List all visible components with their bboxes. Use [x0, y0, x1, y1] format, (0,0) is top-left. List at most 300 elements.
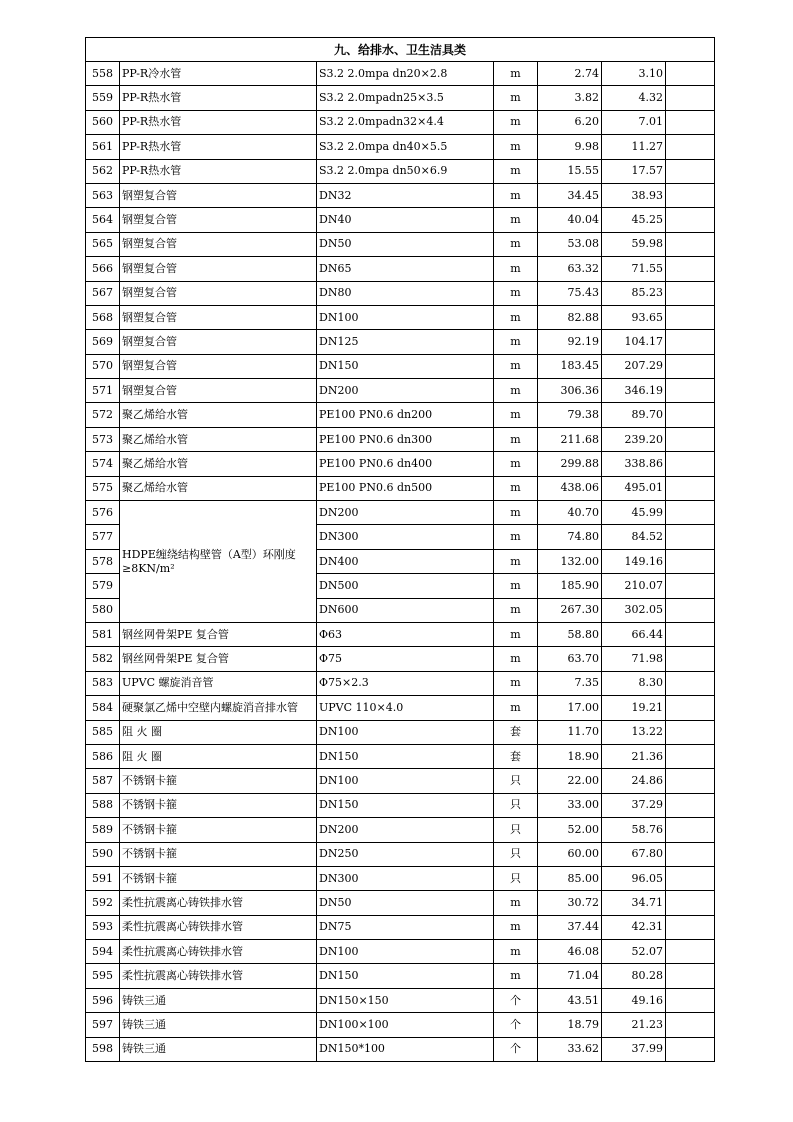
item-name: 钢丝网骨架PE 复合管 — [120, 647, 317, 671]
item-name: 钢塑复合管 — [120, 257, 317, 281]
blank-cell — [666, 769, 715, 793]
blank-cell — [666, 598, 715, 622]
price-1: 43.51 — [538, 988, 602, 1012]
item-name: 钢塑复合管 — [120, 354, 317, 378]
blank-cell — [666, 574, 715, 598]
row-number: 595 — [86, 964, 120, 988]
row-number: 580 — [86, 598, 120, 622]
item-spec: DN300 — [317, 866, 494, 890]
row-number: 594 — [86, 940, 120, 964]
table-row — [86, 452, 715, 476]
price-2: 207.29 — [602, 354, 666, 378]
price-2: 495.01 — [602, 476, 666, 500]
item-spec: PE100 PN0.6 dn200 — [317, 403, 494, 427]
row-number: 562 — [86, 159, 120, 183]
item-name: 钢塑复合管 — [120, 330, 317, 354]
item-unit: 只 — [494, 793, 538, 817]
row-number: 582 — [86, 647, 120, 671]
price-1: 92.19 — [538, 330, 602, 354]
price-1: 40.70 — [538, 501, 602, 525]
price-1: 60.00 — [538, 842, 602, 866]
table-row — [86, 183, 715, 207]
blank-cell — [666, 891, 715, 915]
table-row — [86, 403, 715, 427]
blank-cell — [666, 1013, 715, 1037]
table-row — [86, 1013, 715, 1037]
table-row — [86, 110, 715, 134]
price-2: 37.29 — [602, 793, 666, 817]
blank-cell — [666, 135, 715, 159]
price-2: 96.05 — [602, 866, 666, 890]
table-row — [86, 964, 715, 988]
blank-cell — [666, 305, 715, 329]
item-spec: DN300 — [317, 525, 494, 549]
price-2: 4.32 — [602, 86, 666, 110]
price-1: 15.55 — [538, 159, 602, 183]
price-1: 75.43 — [538, 281, 602, 305]
price-2: 58.76 — [602, 818, 666, 842]
item-unit: m — [494, 330, 538, 354]
item-unit: m — [494, 232, 538, 256]
item-spec: S3.2 2.0mpa dn20×2.8 — [317, 62, 494, 86]
price-2: 42.31 — [602, 915, 666, 939]
price-1: 37.44 — [538, 915, 602, 939]
item-spec: DN100 — [317, 720, 494, 744]
item-spec: DN150 — [317, 793, 494, 817]
item-spec: DN65 — [317, 257, 494, 281]
price-1: 85.00 — [538, 866, 602, 890]
blank-cell — [666, 159, 715, 183]
item-spec: DN500 — [317, 574, 494, 598]
item-spec: S3.2 2.0mpa dn50×6.9 — [317, 159, 494, 183]
price-1: 299.88 — [538, 452, 602, 476]
table-row — [86, 866, 715, 890]
price-1: 9.98 — [538, 135, 602, 159]
item-spec: DN200 — [317, 501, 494, 525]
row-number: 596 — [86, 988, 120, 1012]
row-number: 564 — [86, 208, 120, 232]
blank-cell — [666, 427, 715, 451]
item-name: HDPE缠绕结构壁管（A型）环刚度≥8KN/m² — [120, 501, 317, 623]
blank-cell — [666, 452, 715, 476]
blank-cell — [666, 1037, 715, 1061]
item-spec: DN100 — [317, 769, 494, 793]
item-unit: m — [494, 891, 538, 915]
price-1: 34.45 — [538, 183, 602, 207]
blank-cell — [666, 281, 715, 305]
item-spec: DN150×150 — [317, 988, 494, 1012]
table-row — [86, 769, 715, 793]
price-1: 306.36 — [538, 379, 602, 403]
table-row — [86, 86, 715, 110]
blank-cell — [666, 62, 715, 86]
blank-cell — [666, 671, 715, 695]
item-spec: PE100 PN0.6 dn400 — [317, 452, 494, 476]
item-spec: DN150*100 — [317, 1037, 494, 1061]
item-name: 聚乙烯给水管 — [120, 403, 317, 427]
item-unit: m — [494, 598, 538, 622]
item-unit: m — [494, 159, 538, 183]
price-1: 63.32 — [538, 257, 602, 281]
price-1: 438.06 — [538, 476, 602, 500]
blank-cell — [666, 354, 715, 378]
item-name: 聚乙烯给水管 — [120, 427, 317, 451]
item-name: 钢塑复合管 — [120, 281, 317, 305]
blank-cell — [666, 647, 715, 671]
item-name: 硬聚氯乙烯中空壁内螺旋消音排水管 — [120, 696, 317, 720]
price-2: 45.99 — [602, 501, 666, 525]
price-1: 183.45 — [538, 354, 602, 378]
item-spec: DN150 — [317, 744, 494, 768]
blank-cell — [666, 915, 715, 939]
table-row — [86, 1037, 715, 1061]
price-2: 17.57 — [602, 159, 666, 183]
item-name: UPVC 螺旋消音管 — [120, 671, 317, 695]
table-row — [86, 476, 715, 500]
item-unit: m — [494, 696, 538, 720]
price-2: 85.23 — [602, 281, 666, 305]
item-spec: DN75 — [317, 915, 494, 939]
item-name: 柔性抗震离心铸铁排水管 — [120, 964, 317, 988]
row-number: 569 — [86, 330, 120, 354]
table-row — [86, 940, 715, 964]
item-unit: m — [494, 208, 538, 232]
item-name: PP-R冷水管 — [120, 62, 317, 86]
row-number: 588 — [86, 793, 120, 817]
row-number: 576 — [86, 501, 120, 525]
price-1: 11.70 — [538, 720, 602, 744]
price-1: 58.80 — [538, 622, 602, 646]
item-name: 柔性抗震离心铸铁排水管 — [120, 915, 317, 939]
item-unit: m — [494, 574, 538, 598]
item-unit: 只 — [494, 818, 538, 842]
blank-cell — [666, 208, 715, 232]
item-spec: DN100 — [317, 305, 494, 329]
price-1: 3.82 — [538, 86, 602, 110]
row-number: 561 — [86, 135, 120, 159]
price-2: 89.70 — [602, 403, 666, 427]
table-row — [86, 427, 715, 451]
item-unit: m — [494, 940, 538, 964]
item-name: 钢塑复合管 — [120, 232, 317, 256]
price-1: 46.08 — [538, 940, 602, 964]
item-name: 钢塑复合管 — [120, 305, 317, 329]
item-unit: m — [494, 257, 538, 281]
item-unit: 个 — [494, 1037, 538, 1061]
price-2: 45.25 — [602, 208, 666, 232]
item-spec: DN100 — [317, 940, 494, 964]
item-spec: PE100 PN0.6 dn300 — [317, 427, 494, 451]
blank-cell — [666, 549, 715, 573]
price-2: 80.28 — [602, 964, 666, 988]
item-unit: m — [494, 305, 538, 329]
item-name: PP-R热水管 — [120, 159, 317, 183]
price-1: 53.08 — [538, 232, 602, 256]
item-unit: m — [494, 183, 538, 207]
item-unit: m — [494, 647, 538, 671]
price-2: 71.55 — [602, 257, 666, 281]
price-1: 33.62 — [538, 1037, 602, 1061]
table-row — [86, 257, 715, 281]
item-spec: S3.2 2.0mpadn32×4.4 — [317, 110, 494, 134]
item-unit: 只 — [494, 769, 538, 793]
item-unit: 套 — [494, 744, 538, 768]
item-unit: m — [494, 62, 538, 86]
blank-cell — [666, 940, 715, 964]
price-2: 67.80 — [602, 842, 666, 866]
item-unit: m — [494, 476, 538, 500]
item-spec: DN150 — [317, 964, 494, 988]
row-number: 598 — [86, 1037, 120, 1061]
price-2: 13.22 — [602, 720, 666, 744]
blank-cell — [666, 793, 715, 817]
blank-cell — [666, 866, 715, 890]
price-2: 149.16 — [602, 549, 666, 573]
row-number: 591 — [86, 866, 120, 890]
item-name: PP-R热水管 — [120, 86, 317, 110]
table-row — [86, 793, 715, 817]
item-unit: m — [494, 549, 538, 573]
price-1: 79.38 — [538, 403, 602, 427]
price-1: 30.72 — [538, 891, 602, 915]
row-number: 585 — [86, 720, 120, 744]
blank-cell — [666, 257, 715, 281]
row-number: 589 — [86, 818, 120, 842]
item-spec: DN125 — [317, 330, 494, 354]
price-2: 38.93 — [602, 183, 666, 207]
item-spec: DN400 — [317, 549, 494, 573]
row-number: 581 — [86, 622, 120, 646]
price-2: 52.07 — [602, 940, 666, 964]
price-2: 104.17 — [602, 330, 666, 354]
price-2: 239.20 — [602, 427, 666, 451]
price-2: 71.98 — [602, 647, 666, 671]
price-2: 59.98 — [602, 232, 666, 256]
row-number: 559 — [86, 86, 120, 110]
table-row — [86, 281, 715, 305]
item-name: 阻 火 圈 — [120, 744, 317, 768]
price-2: 346.19 — [602, 379, 666, 403]
row-number: 560 — [86, 110, 120, 134]
item-spec: DN50 — [317, 232, 494, 256]
blank-cell — [666, 110, 715, 134]
item-name: 钢塑复合管 — [120, 379, 317, 403]
item-unit: m — [494, 525, 538, 549]
price-2: 93.65 — [602, 305, 666, 329]
price-1: 18.79 — [538, 1013, 602, 1037]
table-row — [86, 62, 715, 86]
price-1: 63.70 — [538, 647, 602, 671]
item-spec: Φ75×2.3 — [317, 671, 494, 695]
item-unit: m — [494, 964, 538, 988]
item-spec: DN80 — [317, 281, 494, 305]
row-number: 579 — [86, 574, 120, 598]
item-spec: DN100×100 — [317, 1013, 494, 1037]
price-1: 74.80 — [538, 525, 602, 549]
price-2: 8.30 — [602, 671, 666, 695]
table-row — [86, 232, 715, 256]
item-unit: m — [494, 915, 538, 939]
row-number: 577 — [86, 525, 120, 549]
price-1: 17.00 — [538, 696, 602, 720]
row-number: 572 — [86, 403, 120, 427]
blank-cell — [666, 622, 715, 646]
table-row — [86, 135, 715, 159]
row-number: 592 — [86, 891, 120, 915]
blank-cell — [666, 330, 715, 354]
price-1: 40.04 — [538, 208, 602, 232]
item-unit: 套 — [494, 720, 538, 744]
price-1: 52.00 — [538, 818, 602, 842]
price-1: 132.00 — [538, 549, 602, 573]
item-name: 不锈钢卡箍 — [120, 793, 317, 817]
item-spec: DN32 — [317, 183, 494, 207]
item-name: 不锈钢卡箍 — [120, 866, 317, 890]
price-2: 210.07 — [602, 574, 666, 598]
section-title: 九、给排水、卫生洁具类 — [86, 38, 715, 62]
row-number: 586 — [86, 744, 120, 768]
blank-cell — [666, 501, 715, 525]
price-table — [85, 37, 715, 1062]
price-1: 7.35 — [538, 671, 602, 695]
price-1: 82.88 — [538, 305, 602, 329]
blank-cell — [666, 379, 715, 403]
item-spec: S3.2 2.0mpa dn40×5.5 — [317, 135, 494, 159]
row-number: 587 — [86, 769, 120, 793]
item-name: 铸铁三通 — [120, 1037, 317, 1061]
price-1: 18.90 — [538, 744, 602, 768]
item-spec: DN200 — [317, 379, 494, 403]
blank-cell — [666, 818, 715, 842]
item-name: 柔性抗震离心铸铁排水管 — [120, 891, 317, 915]
price-2: 21.36 — [602, 744, 666, 768]
row-number: 583 — [86, 671, 120, 695]
price-2: 19.21 — [602, 696, 666, 720]
price-1: 267.30 — [538, 598, 602, 622]
blank-cell — [666, 988, 715, 1012]
blank-cell — [666, 696, 715, 720]
item-name: 钢塑复合管 — [120, 183, 317, 207]
row-number: 578 — [86, 549, 120, 573]
item-spec: UPVC 110×4.0 — [317, 696, 494, 720]
table-row — [86, 354, 715, 378]
row-number: 566 — [86, 257, 120, 281]
table-row — [86, 501, 715, 525]
price-2: 37.99 — [602, 1037, 666, 1061]
item-spec: DN50 — [317, 891, 494, 915]
item-unit: m — [494, 622, 538, 646]
row-number: 573 — [86, 427, 120, 451]
item-unit: 个 — [494, 1013, 538, 1037]
row-number: 593 — [86, 915, 120, 939]
item-spec: S3.2 2.0mpadn25×3.5 — [317, 86, 494, 110]
item-name: 铸铁三通 — [120, 988, 317, 1012]
row-number: 575 — [86, 476, 120, 500]
item-name: 钢丝网骨架PE 复合管 — [120, 622, 317, 646]
price-2: 21.23 — [602, 1013, 666, 1037]
item-name: 不锈钢卡箍 — [120, 769, 317, 793]
price-1: 22.00 — [538, 769, 602, 793]
item-unit: m — [494, 379, 538, 403]
item-name: 聚乙烯给水管 — [120, 452, 317, 476]
table-row — [86, 208, 715, 232]
row-number: 565 — [86, 232, 120, 256]
price-2: 34.71 — [602, 891, 666, 915]
table-row — [86, 818, 715, 842]
row-number: 563 — [86, 183, 120, 207]
table-row — [86, 305, 715, 329]
table-row — [86, 696, 715, 720]
item-unit: m — [494, 281, 538, 305]
price-1: 33.00 — [538, 793, 602, 817]
price-2: 24.86 — [602, 769, 666, 793]
blank-cell — [666, 744, 715, 768]
row-number: 574 — [86, 452, 120, 476]
blank-cell — [666, 232, 715, 256]
table-row — [86, 379, 715, 403]
item-spec: DN600 — [317, 598, 494, 622]
price-2: 7.01 — [602, 110, 666, 134]
item-unit: m — [494, 671, 538, 695]
blank-cell — [666, 842, 715, 866]
price-2: 3.10 — [602, 62, 666, 86]
blank-cell — [666, 86, 715, 110]
price-1: 6.20 — [538, 110, 602, 134]
blank-cell — [666, 720, 715, 744]
row-number: 567 — [86, 281, 120, 305]
price-1: 71.04 — [538, 964, 602, 988]
row-number: 571 — [86, 379, 120, 403]
item-spec: Φ63 — [317, 622, 494, 646]
table-row — [86, 915, 715, 939]
blank-cell — [666, 964, 715, 988]
row-number: 568 — [86, 305, 120, 329]
table-row — [86, 891, 715, 915]
item-unit: m — [494, 403, 538, 427]
item-unit: m — [494, 354, 538, 378]
item-unit: m — [494, 427, 538, 451]
price-2: 49.16 — [602, 988, 666, 1012]
item-name: 钢塑复合管 — [120, 208, 317, 232]
row-number: 597 — [86, 1013, 120, 1037]
item-spec: Φ75 — [317, 647, 494, 671]
price-2: 66.44 — [602, 622, 666, 646]
item-name: 不锈钢卡箍 — [120, 818, 317, 842]
item-name: PP-R热水管 — [120, 135, 317, 159]
item-unit: 个 — [494, 988, 538, 1012]
blank-cell — [666, 476, 715, 500]
item-unit: m — [494, 501, 538, 525]
item-spec: DN150 — [317, 354, 494, 378]
blank-cell — [666, 183, 715, 207]
row-number: 584 — [86, 696, 120, 720]
table-row — [86, 842, 715, 866]
blank-cell — [666, 525, 715, 549]
item-unit: m — [494, 86, 538, 110]
item-spec: PE100 PN0.6 dn500 — [317, 476, 494, 500]
table-row — [86, 159, 715, 183]
item-name: PP-R热水管 — [120, 110, 317, 134]
table-row — [86, 330, 715, 354]
item-unit: 只 — [494, 866, 538, 890]
row-number: 590 — [86, 842, 120, 866]
table-row — [86, 988, 715, 1012]
item-spec: DN250 — [317, 842, 494, 866]
row-number: 558 — [86, 62, 120, 86]
section-title-row — [86, 38, 715, 62]
row-number: 570 — [86, 354, 120, 378]
table-row — [86, 622, 715, 646]
